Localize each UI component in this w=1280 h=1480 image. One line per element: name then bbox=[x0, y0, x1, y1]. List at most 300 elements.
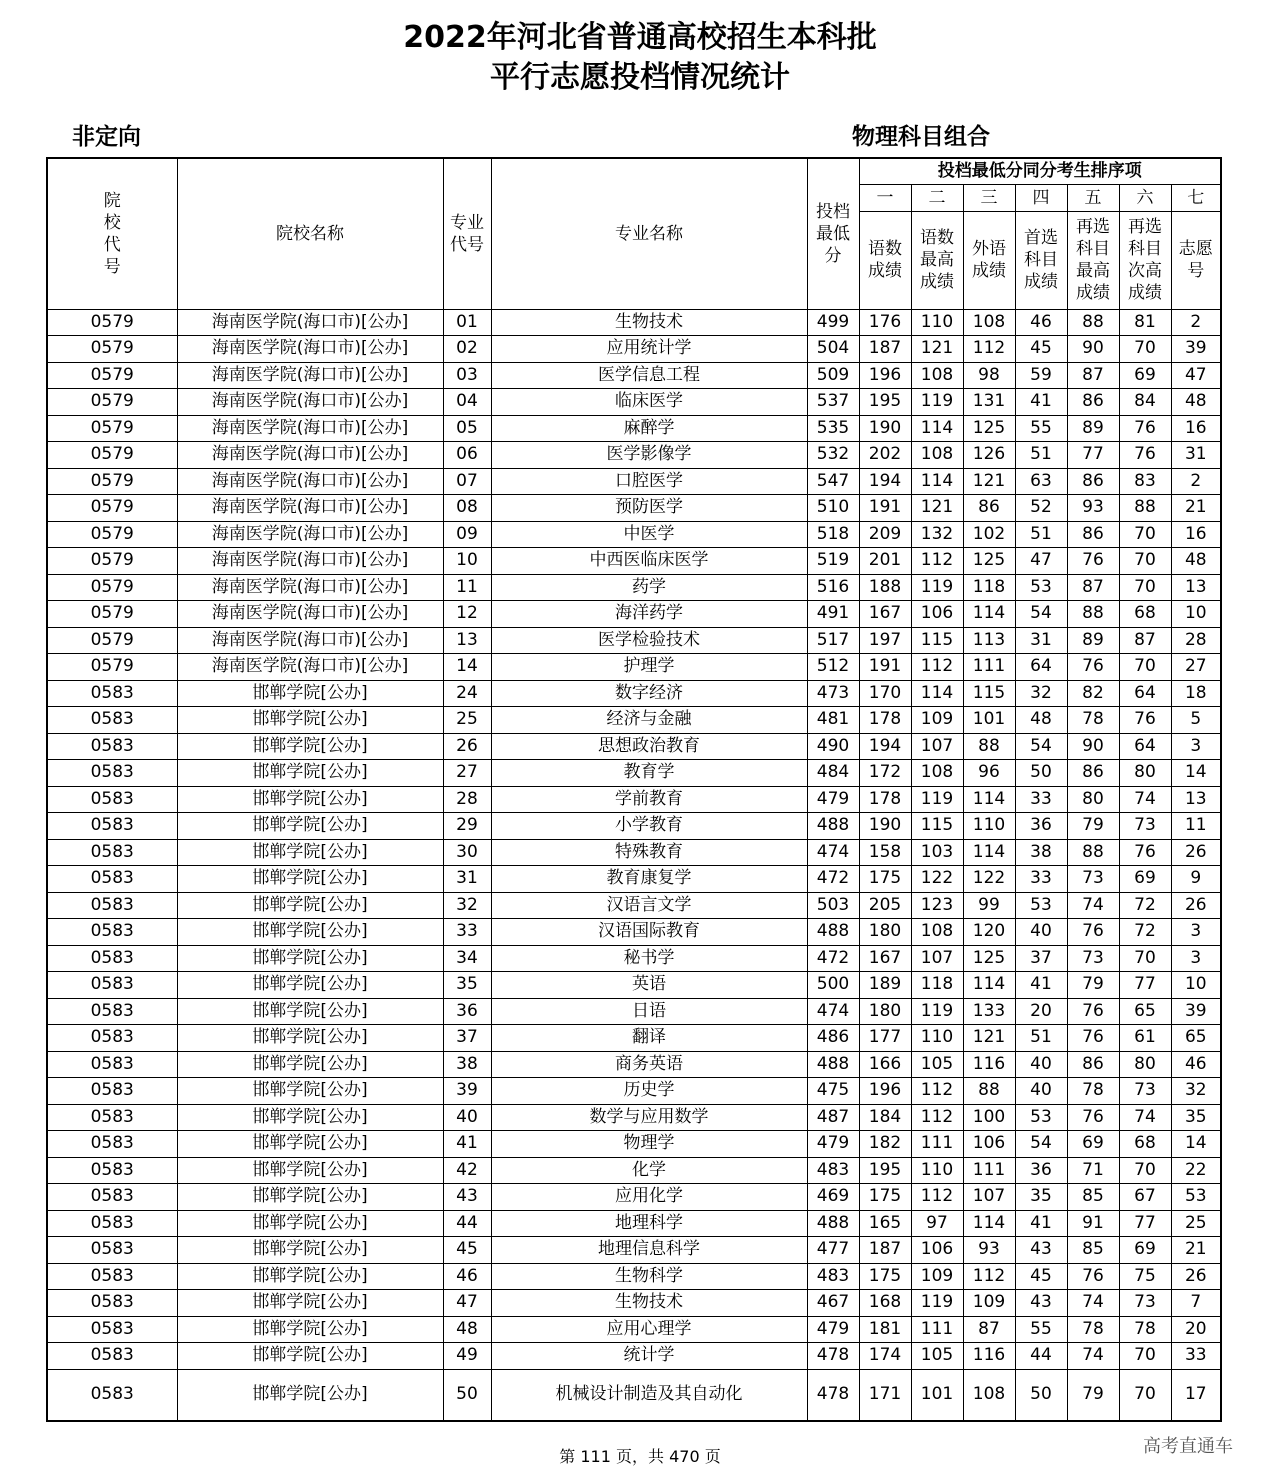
cell-school-name: 邯郸学院[公办] bbox=[177, 1131, 443, 1158]
cell-chinese-math: 180 bbox=[859, 919, 911, 946]
cell-school-code: 0583 bbox=[47, 1290, 177, 1317]
cell-first-subject: 46 bbox=[1015, 309, 1067, 336]
cell-chinese-math: 191 bbox=[859, 654, 911, 681]
cell-first-subject: 63 bbox=[1015, 468, 1067, 495]
cell-chinese-math: 171 bbox=[859, 1369, 911, 1421]
cell-second-subject-max: 74 bbox=[1067, 1290, 1119, 1317]
cell-major-name: 特殊教育 bbox=[491, 839, 807, 866]
cell-major-name: 历史学 bbox=[491, 1078, 807, 1105]
cell-first-subject: 35 bbox=[1015, 1184, 1067, 1211]
cell-first-subject: 54 bbox=[1015, 601, 1067, 628]
cell-major-name: 海洋药学 bbox=[491, 601, 807, 628]
cell-chinese-math-max: 97 bbox=[911, 1210, 963, 1237]
cell-school-name: 海南医学院(海口市)[公办] bbox=[177, 415, 443, 442]
cell-first-subject: 53 bbox=[1015, 1104, 1067, 1131]
cell-second-subject-next: 74 bbox=[1119, 786, 1171, 813]
cell-min-score: 479 bbox=[807, 1131, 859, 1158]
cell-preference-no: 46 bbox=[1171, 1051, 1221, 1078]
cell-second-subject-next: 69 bbox=[1119, 866, 1171, 893]
cell-major-name: 小学教育 bbox=[491, 813, 807, 840]
cell-chinese-math-max: 103 bbox=[911, 839, 963, 866]
cell-second-subject-max: 77 bbox=[1067, 442, 1119, 469]
cell-chinese-math-max: 109 bbox=[911, 1263, 963, 1290]
cell-foreign-lang: 122 bbox=[963, 866, 1015, 893]
cell-major-name: 物理学 bbox=[491, 1131, 807, 1158]
cell-major-code: 41 bbox=[443, 1131, 491, 1158]
cell-school-name: 邯郸学院[公办] bbox=[177, 839, 443, 866]
cell-min-score: 488 bbox=[807, 1051, 859, 1078]
cell-first-subject: 44 bbox=[1015, 1343, 1067, 1370]
cell-chinese-math-max: 118 bbox=[911, 972, 963, 999]
cell-major-code: 24 bbox=[443, 680, 491, 707]
admission-table bbox=[46, 157, 1222, 1422]
cell-second-subject-max: 88 bbox=[1067, 601, 1119, 628]
cell-chinese-math: 196 bbox=[859, 362, 911, 389]
cell-min-score: 472 bbox=[807, 945, 859, 972]
cell-chinese-math: 181 bbox=[859, 1316, 911, 1343]
cell-min-score: 467 bbox=[807, 1290, 859, 1317]
cell-school-name: 海南医学院(海口市)[公办] bbox=[177, 548, 443, 575]
cell-school-code: 0579 bbox=[47, 548, 177, 575]
cell-second-subject-max: 86 bbox=[1067, 521, 1119, 548]
cell-preference-no: 2 bbox=[1171, 468, 1221, 495]
cell-second-subject-next: 80 bbox=[1119, 1051, 1171, 1078]
cell-major-code: 34 bbox=[443, 945, 491, 972]
cell-second-subject-max: 93 bbox=[1067, 495, 1119, 522]
cell-first-subject: 52 bbox=[1015, 495, 1067, 522]
cell-second-subject-next: 67 bbox=[1119, 1184, 1171, 1211]
cell-first-subject: 36 bbox=[1015, 813, 1067, 840]
table-row bbox=[47, 680, 1221, 707]
cell-first-subject: 40 bbox=[1015, 919, 1067, 946]
cell-chinese-math-max: 132 bbox=[911, 521, 963, 548]
page-subtitle: 平行志愿投档情况统计 bbox=[490, 60, 790, 95]
cell-chinese-math: 195 bbox=[859, 1157, 911, 1184]
cell-major-code: 30 bbox=[443, 839, 491, 866]
cell-min-score: 519 bbox=[807, 548, 859, 575]
cell-foreign-lang: 111 bbox=[963, 1157, 1015, 1184]
header-school-code: 院校代号 bbox=[47, 158, 177, 309]
cell-school-code: 0583 bbox=[47, 1157, 177, 1184]
cell-preference-no: 16 bbox=[1171, 415, 1221, 442]
cell-chinese-math: 167 bbox=[859, 945, 911, 972]
cell-school-code: 0583 bbox=[47, 707, 177, 734]
cell-preference-no: 27 bbox=[1171, 654, 1221, 681]
cell-min-score: 478 bbox=[807, 1369, 859, 1421]
cell-chinese-math: 202 bbox=[859, 442, 911, 469]
cell-min-score: 516 bbox=[807, 574, 859, 601]
table-row bbox=[47, 1343, 1221, 1370]
cell-chinese-math: 178 bbox=[859, 707, 911, 734]
cell-min-score: 503 bbox=[807, 892, 859, 919]
cell-preference-no: 26 bbox=[1171, 1263, 1221, 1290]
cell-school-name: 海南医学院(海口市)[公办] bbox=[177, 309, 443, 336]
cell-first-subject: 40 bbox=[1015, 1051, 1067, 1078]
cell-chinese-math: 177 bbox=[859, 1025, 911, 1052]
cell-school-code: 0583 bbox=[47, 1343, 177, 1370]
page-footer: 第 111 页，共 470 页 bbox=[559, 1447, 721, 1466]
cell-first-subject: 48 bbox=[1015, 707, 1067, 734]
cell-chinese-math: 196 bbox=[859, 1078, 911, 1105]
cell-second-subject-next: 75 bbox=[1119, 1263, 1171, 1290]
table-row bbox=[47, 998, 1221, 1025]
table-row bbox=[47, 972, 1221, 999]
cell-second-subject-max: 76 bbox=[1067, 998, 1119, 1025]
cell-foreign-lang: 86 bbox=[963, 495, 1015, 522]
cell-foreign-lang: 106 bbox=[963, 1131, 1015, 1158]
table-row bbox=[47, 733, 1221, 760]
cell-second-subject-next: 73 bbox=[1119, 813, 1171, 840]
cell-school-code: 0583 bbox=[47, 866, 177, 893]
cell-second-subject-next: 77 bbox=[1119, 972, 1171, 999]
cell-major-code: 07 bbox=[443, 468, 491, 495]
cell-chinese-math: 175 bbox=[859, 1263, 911, 1290]
cell-first-subject: 43 bbox=[1015, 1237, 1067, 1264]
cell-preference-no: 3 bbox=[1171, 733, 1221, 760]
cell-first-subject: 37 bbox=[1015, 945, 1067, 972]
cell-second-subject-next: 81 bbox=[1119, 309, 1171, 336]
cell-preference-no: 65 bbox=[1171, 1025, 1221, 1052]
table-header bbox=[47, 158, 1221, 309]
cell-major-code: 39 bbox=[443, 1078, 491, 1105]
cell-second-subject-next: 70 bbox=[1119, 1343, 1171, 1370]
cell-foreign-lang: 114 bbox=[963, 839, 1015, 866]
cell-foreign-lang: 112 bbox=[963, 336, 1015, 363]
cell-second-subject-max: 88 bbox=[1067, 309, 1119, 336]
cell-major-name: 汉语言文学 bbox=[491, 892, 807, 919]
cell-preference-no: 18 bbox=[1171, 680, 1221, 707]
cell-chinese-math-max: 110 bbox=[911, 309, 963, 336]
cell-first-subject: 51 bbox=[1015, 442, 1067, 469]
cell-min-score: 547 bbox=[807, 468, 859, 495]
cell-chinese-math-max: 106 bbox=[911, 601, 963, 628]
cell-major-name: 汉语国际教育 bbox=[491, 919, 807, 946]
cell-school-code: 0579 bbox=[47, 601, 177, 628]
cell-preference-no: 11 bbox=[1171, 813, 1221, 840]
cell-foreign-lang: 118 bbox=[963, 574, 1015, 601]
cell-foreign-lang: 125 bbox=[963, 415, 1015, 442]
cell-first-subject: 55 bbox=[1015, 415, 1067, 442]
cell-second-subject-max: 71 bbox=[1067, 1157, 1119, 1184]
cell-second-subject-max: 80 bbox=[1067, 786, 1119, 813]
header-major-code: 专业代号 bbox=[443, 158, 491, 309]
cell-preference-no: 35 bbox=[1171, 1104, 1221, 1131]
cell-major-code: 49 bbox=[443, 1343, 491, 1370]
cell-chinese-math-max: 119 bbox=[911, 1290, 963, 1317]
cell-school-name: 邯郸学院[公办] bbox=[177, 998, 443, 1025]
cell-min-score: 535 bbox=[807, 415, 859, 442]
cell-foreign-lang: 108 bbox=[963, 309, 1015, 336]
cell-min-score: 491 bbox=[807, 601, 859, 628]
cell-min-score: 488 bbox=[807, 919, 859, 946]
cell-second-subject-next: 73 bbox=[1119, 1078, 1171, 1105]
cell-second-subject-next: 88 bbox=[1119, 495, 1171, 522]
cell-chinese-math-max: 115 bbox=[911, 813, 963, 840]
cell-second-subject-max: 76 bbox=[1067, 1263, 1119, 1290]
cell-major-code: 14 bbox=[443, 654, 491, 681]
cell-preference-no: 2 bbox=[1171, 309, 1221, 336]
cell-second-subject-max: 73 bbox=[1067, 866, 1119, 893]
cell-school-name: 邯郸学院[公办] bbox=[177, 1316, 443, 1343]
cell-second-subject-max: 79 bbox=[1067, 1369, 1119, 1421]
cell-chinese-math-max: 121 bbox=[911, 495, 963, 522]
cell-preference-no: 10 bbox=[1171, 972, 1221, 999]
table-row bbox=[47, 813, 1221, 840]
cell-chinese-math: 168 bbox=[859, 1290, 911, 1317]
header-order-1: 一 bbox=[859, 184, 911, 211]
cell-second-subject-next: 74 bbox=[1119, 1104, 1171, 1131]
cell-min-score: 504 bbox=[807, 336, 859, 363]
cell-major-name: 英语 bbox=[491, 972, 807, 999]
cell-major-name: 机械设计制造及其自动化 bbox=[491, 1369, 807, 1421]
cell-school-code: 0583 bbox=[47, 945, 177, 972]
table-row bbox=[47, 1237, 1221, 1264]
cell-foreign-lang: 109 bbox=[963, 1290, 1015, 1317]
cell-major-name: 思想政治教育 bbox=[491, 733, 807, 760]
table-row bbox=[47, 1369, 1221, 1421]
cell-major-code: 32 bbox=[443, 892, 491, 919]
cell-chinese-math-max: 111 bbox=[911, 1316, 963, 1343]
cell-major-code: 25 bbox=[443, 707, 491, 734]
table-row bbox=[47, 442, 1221, 469]
cell-school-name: 海南医学院(海口市)[公办] bbox=[177, 601, 443, 628]
table-row bbox=[47, 415, 1221, 442]
cell-school-name: 海南医学院(海口市)[公办] bbox=[177, 468, 443, 495]
cell-major-name: 地理信息科学 bbox=[491, 1237, 807, 1264]
cell-major-code: 26 bbox=[443, 733, 491, 760]
table-row bbox=[47, 1025, 1221, 1052]
cell-chinese-math-max: 112 bbox=[911, 1078, 963, 1105]
cell-major-code: 50 bbox=[443, 1369, 491, 1421]
cell-min-score: 486 bbox=[807, 1025, 859, 1052]
cell-foreign-lang: 88 bbox=[963, 1078, 1015, 1105]
cell-school-code: 0579 bbox=[47, 627, 177, 654]
cell-preference-no: 17 bbox=[1171, 1369, 1221, 1421]
cell-min-score: 487 bbox=[807, 1104, 859, 1131]
cell-second-subject-next: 87 bbox=[1119, 627, 1171, 654]
cell-foreign-lang: 125 bbox=[963, 548, 1015, 575]
cell-school-code: 0579 bbox=[47, 389, 177, 416]
cell-school-name: 邯郸学院[公办] bbox=[177, 1290, 443, 1317]
cell-second-subject-next: 76 bbox=[1119, 707, 1171, 734]
cell-school-code: 0579 bbox=[47, 362, 177, 389]
cell-foreign-lang: 114 bbox=[963, 786, 1015, 813]
cell-first-subject: 38 bbox=[1015, 839, 1067, 866]
table-row bbox=[47, 945, 1221, 972]
cell-major-name: 应用化学 bbox=[491, 1184, 807, 1211]
cell-major-name: 口腔医学 bbox=[491, 468, 807, 495]
cell-first-subject: 41 bbox=[1015, 389, 1067, 416]
cell-min-score: 500 bbox=[807, 972, 859, 999]
cell-school-name: 邯郸学院[公办] bbox=[177, 813, 443, 840]
cell-second-subject-next: 73 bbox=[1119, 1290, 1171, 1317]
cell-second-subject-max: 85 bbox=[1067, 1184, 1119, 1211]
cell-school-code: 0583 bbox=[47, 1263, 177, 1290]
cell-min-score: 477 bbox=[807, 1237, 859, 1264]
watermark: 高考直通车 bbox=[1143, 1436, 1233, 1457]
cell-preference-no: 48 bbox=[1171, 548, 1221, 575]
cell-preference-no: 5 bbox=[1171, 707, 1221, 734]
cell-major-code: 12 bbox=[443, 601, 491, 628]
cell-second-subject-max: 85 bbox=[1067, 1237, 1119, 1264]
cell-foreign-lang: 100 bbox=[963, 1104, 1015, 1131]
table-row bbox=[47, 1078, 1221, 1105]
cell-first-subject: 33 bbox=[1015, 866, 1067, 893]
cell-school-name: 邯郸学院[公办] bbox=[177, 1078, 443, 1105]
cell-chinese-math-max: 110 bbox=[911, 1025, 963, 1052]
cell-school-code: 0579 bbox=[47, 521, 177, 548]
table-row bbox=[47, 760, 1221, 787]
cell-preference-no: 9 bbox=[1171, 866, 1221, 893]
cell-second-subject-next: 72 bbox=[1119, 892, 1171, 919]
cell-major-code: 33 bbox=[443, 919, 491, 946]
cell-second-subject-max: 89 bbox=[1067, 627, 1119, 654]
cell-first-subject: 41 bbox=[1015, 1210, 1067, 1237]
cell-first-subject: 51 bbox=[1015, 1025, 1067, 1052]
cell-preference-no: 53 bbox=[1171, 1184, 1221, 1211]
table-row bbox=[47, 892, 1221, 919]
cell-foreign-lang: 114 bbox=[963, 601, 1015, 628]
cell-foreign-lang: 112 bbox=[963, 1263, 1015, 1290]
cell-school-code: 0583 bbox=[47, 1369, 177, 1421]
cell-chinese-math: 205 bbox=[859, 892, 911, 919]
cell-preference-no: 26 bbox=[1171, 839, 1221, 866]
cell-chinese-math-max: 109 bbox=[911, 707, 963, 734]
table-row bbox=[47, 389, 1221, 416]
table-row bbox=[47, 601, 1221, 628]
cell-min-score: 475 bbox=[807, 1078, 859, 1105]
cell-chinese-math: 170 bbox=[859, 680, 911, 707]
cell-chinese-math-max: 110 bbox=[911, 1157, 963, 1184]
cell-min-score: 484 bbox=[807, 760, 859, 787]
cell-major-name: 化学 bbox=[491, 1157, 807, 1184]
cell-second-subject-next: 68 bbox=[1119, 601, 1171, 628]
cell-school-name: 邯郸学院[公办] bbox=[177, 733, 443, 760]
cell-major-name: 护理学 bbox=[491, 654, 807, 681]
cell-second-subject-max: 78 bbox=[1067, 1078, 1119, 1105]
cell-preference-no: 39 bbox=[1171, 336, 1221, 363]
cell-major-name: 预防医学 bbox=[491, 495, 807, 522]
cell-school-code: 0579 bbox=[47, 415, 177, 442]
cell-min-score: 474 bbox=[807, 998, 859, 1025]
cell-first-subject: 50 bbox=[1015, 1369, 1067, 1421]
cell-school-code: 0579 bbox=[47, 442, 177, 469]
cell-school-name: 邯郸学院[公办] bbox=[177, 1025, 443, 1052]
cell-foreign-lang: 126 bbox=[963, 442, 1015, 469]
cell-chinese-math: 182 bbox=[859, 1131, 911, 1158]
cell-preference-no: 48 bbox=[1171, 389, 1221, 416]
cell-major-name: 经济与金融 bbox=[491, 707, 807, 734]
cell-chinese-math-max: 119 bbox=[911, 786, 963, 813]
cell-chinese-math: 195 bbox=[859, 389, 911, 416]
cell-school-code: 0583 bbox=[47, 839, 177, 866]
cell-major-code: 04 bbox=[443, 389, 491, 416]
cell-major-code: 29 bbox=[443, 813, 491, 840]
cell-preference-no: 10 bbox=[1171, 601, 1221, 628]
cell-major-code: 03 bbox=[443, 362, 491, 389]
header-tiebreak-group: 投档最低分同分考生排序项 bbox=[859, 158, 1221, 184]
cell-chinese-math-max: 111 bbox=[911, 1131, 963, 1158]
cell-chinese-math: 194 bbox=[859, 733, 911, 760]
cell-major-code: 43 bbox=[443, 1184, 491, 1211]
cell-min-score: 479 bbox=[807, 1316, 859, 1343]
header-item-7: 志愿号 bbox=[1171, 211, 1221, 309]
cell-major-name: 教育康复学 bbox=[491, 866, 807, 893]
cell-major-code: 01 bbox=[443, 309, 491, 336]
cell-major-name: 医学检验技术 bbox=[491, 627, 807, 654]
cell-first-subject: 54 bbox=[1015, 733, 1067, 760]
header-order-5: 五 bbox=[1067, 184, 1119, 211]
cell-chinese-math-max: 119 bbox=[911, 998, 963, 1025]
cell-school-name: 邯郸学院[公办] bbox=[177, 1157, 443, 1184]
cell-second-subject-max: 74 bbox=[1067, 892, 1119, 919]
cell-first-subject: 33 bbox=[1015, 786, 1067, 813]
cell-min-score: 488 bbox=[807, 1210, 859, 1237]
cell-major-name: 翻译 bbox=[491, 1025, 807, 1052]
cell-preference-no: 13 bbox=[1171, 574, 1221, 601]
cell-foreign-lang: 99 bbox=[963, 892, 1015, 919]
cell-major-code: 08 bbox=[443, 495, 491, 522]
cell-school-name: 海南医学院(海口市)[公办] bbox=[177, 389, 443, 416]
cell-school-code: 0583 bbox=[47, 760, 177, 787]
cell-school-code: 0579 bbox=[47, 574, 177, 601]
cell-chinese-math: 194 bbox=[859, 468, 911, 495]
cell-chinese-math: 175 bbox=[859, 1184, 911, 1211]
cell-major-name: 中医学 bbox=[491, 521, 807, 548]
cell-second-subject-next: 76 bbox=[1119, 839, 1171, 866]
cell-chinese-math: 197 bbox=[859, 627, 911, 654]
cell-second-subject-next: 76 bbox=[1119, 415, 1171, 442]
cell-second-subject-next: 70 bbox=[1119, 654, 1171, 681]
cell-major-code: 48 bbox=[443, 1316, 491, 1343]
cell-preference-no: 7 bbox=[1171, 1290, 1221, 1317]
cell-chinese-math-max: 108 bbox=[911, 760, 963, 787]
cell-min-score: 469 bbox=[807, 1184, 859, 1211]
cell-second-subject-next: 72 bbox=[1119, 919, 1171, 946]
cell-first-subject: 43 bbox=[1015, 1290, 1067, 1317]
cell-school-code: 0583 bbox=[47, 1237, 177, 1264]
cell-min-score: 478 bbox=[807, 1343, 859, 1370]
cell-preference-no: 39 bbox=[1171, 998, 1221, 1025]
cell-second-subject-max: 73 bbox=[1067, 945, 1119, 972]
cell-first-subject: 53 bbox=[1015, 892, 1067, 919]
cell-second-subject-max: 79 bbox=[1067, 972, 1119, 999]
cell-major-name: 地理科学 bbox=[491, 1210, 807, 1237]
cell-second-subject-max: 90 bbox=[1067, 336, 1119, 363]
cell-second-subject-next: 70 bbox=[1119, 1157, 1171, 1184]
table-row bbox=[47, 866, 1221, 893]
cell-school-code: 0583 bbox=[47, 1025, 177, 1052]
cell-second-subject-next: 83 bbox=[1119, 468, 1171, 495]
cell-min-score: 510 bbox=[807, 495, 859, 522]
cell-school-code: 0579 bbox=[47, 495, 177, 522]
cell-major-name: 数学与应用数学 bbox=[491, 1104, 807, 1131]
cell-second-subject-max: 91 bbox=[1067, 1210, 1119, 1237]
cell-first-subject: 64 bbox=[1015, 654, 1067, 681]
cell-preference-no: 3 bbox=[1171, 919, 1221, 946]
cell-foreign-lang: 98 bbox=[963, 362, 1015, 389]
cell-second-subject-max: 90 bbox=[1067, 733, 1119, 760]
cell-preference-no: 20 bbox=[1171, 1316, 1221, 1343]
cell-major-name: 中西医临床医学 bbox=[491, 548, 807, 575]
table-row bbox=[47, 362, 1221, 389]
cell-second-subject-max: 76 bbox=[1067, 654, 1119, 681]
cell-major-code: 13 bbox=[443, 627, 491, 654]
cell-second-subject-next: 68 bbox=[1119, 1131, 1171, 1158]
cell-school-name: 邯郸学院[公办] bbox=[177, 680, 443, 707]
cell-second-subject-next: 77 bbox=[1119, 1210, 1171, 1237]
cell-chinese-math: 176 bbox=[859, 309, 911, 336]
